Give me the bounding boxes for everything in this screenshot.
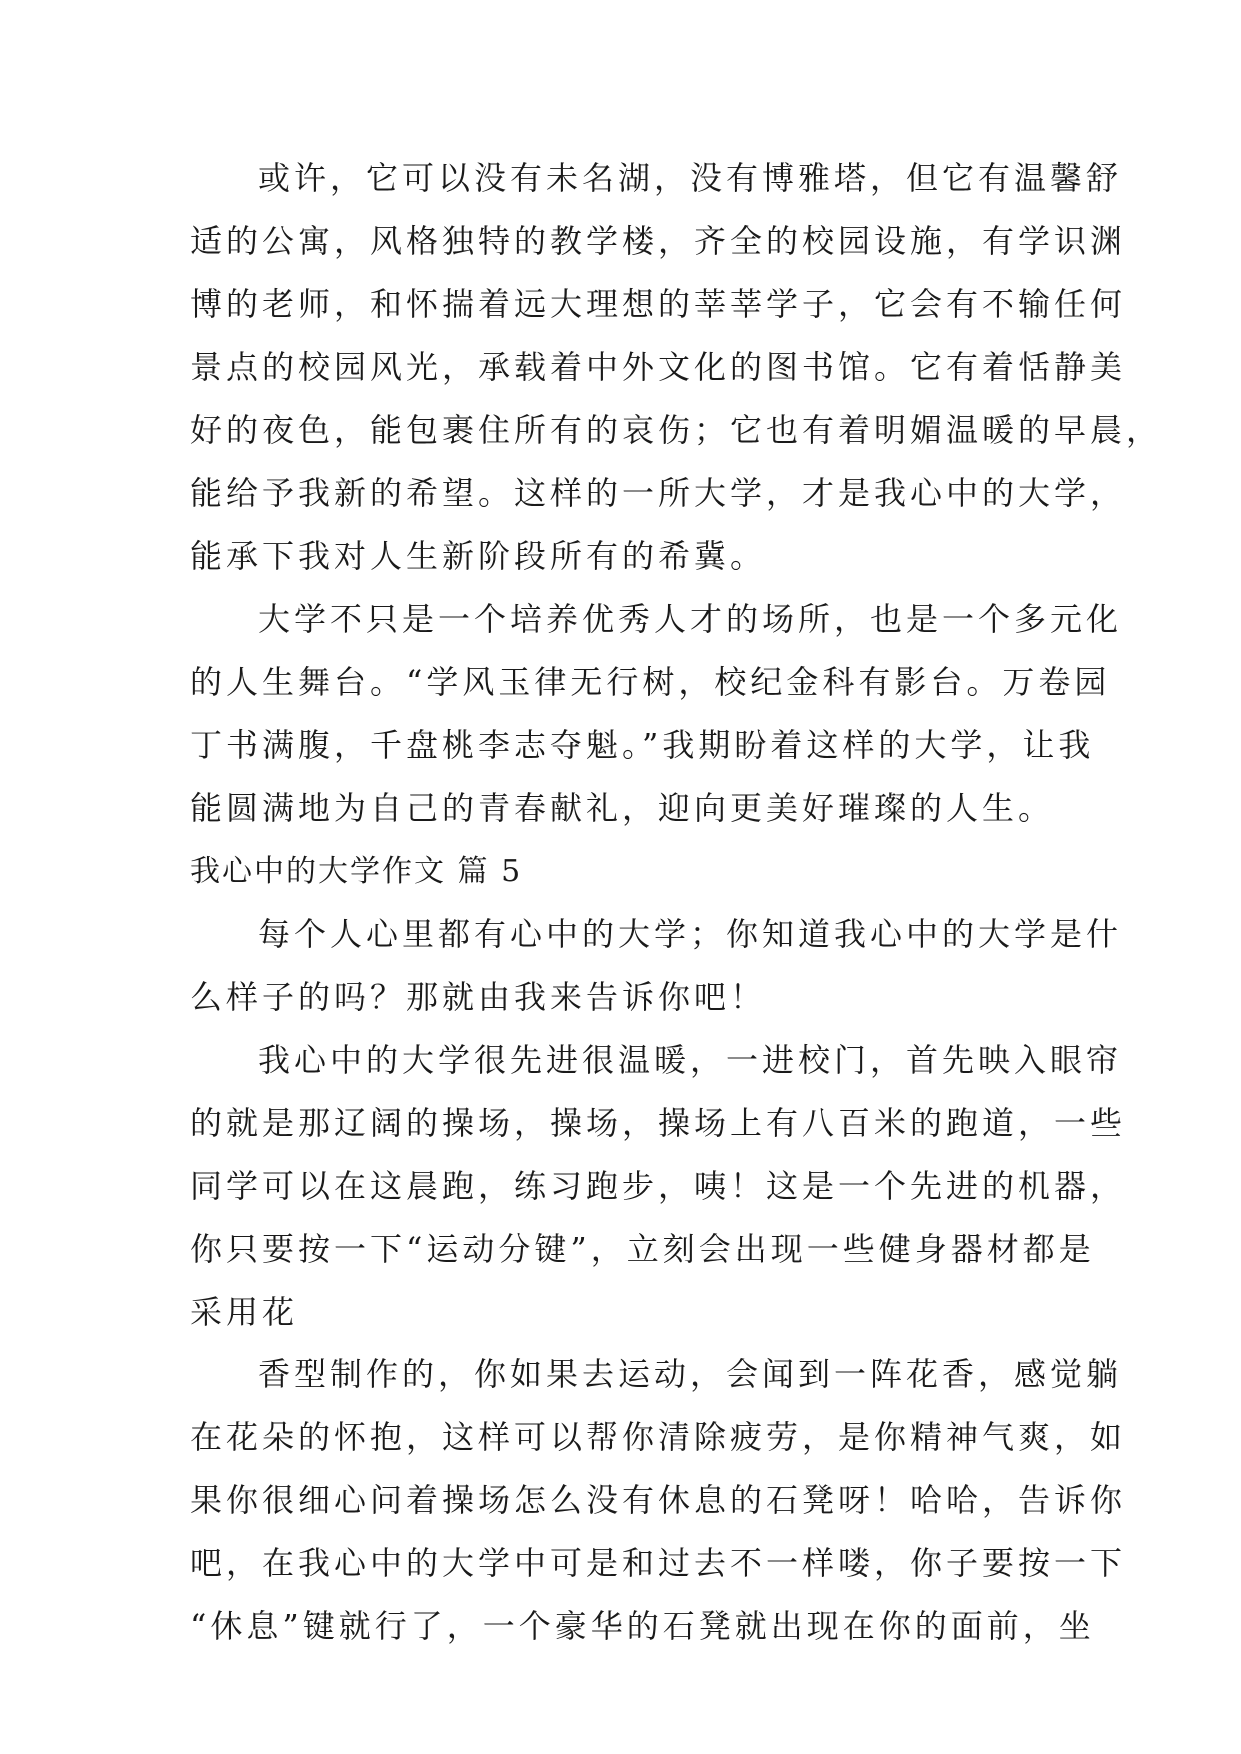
text-line: 能给予我新的希望。这样的一所大学，才是我心中的大学， xyxy=(190,474,1127,512)
text-line: 你只要按一下“运动分键”，立刻会出现一些健身器材都是 xyxy=(190,1230,1095,1268)
text-line: 博的老师，和怀揣着远大理想的莘莘学子，它会有不输任何 xyxy=(190,285,1127,323)
paragraph-1 xyxy=(190,147,1163,588)
text-line: 采用花 xyxy=(190,1293,299,1331)
text-line: 丁书满腹，千盘桃李志夺魁。”我期盼着这样的大学，让我 xyxy=(190,726,1095,764)
section-heading: 我心中的大学作文 篇 5 xyxy=(190,854,523,889)
text-line: 大学不只是一个培养优秀人才的场所，也是一个多元化 xyxy=(258,600,1123,638)
text-line: 在花朵的怀抱，这样可以帮你清除疲劳，是你精神气爽，如 xyxy=(190,1418,1127,1456)
text-line: 的就是那辽阔的操场，操场，操场上有八百米的跑道，一些 xyxy=(190,1104,1127,1142)
text-line: 同学可以在这晨跑，练习跑步，咦！这是一个先进的机器， xyxy=(190,1167,1127,1205)
paragraph-5 xyxy=(190,1343,1127,1658)
text-line: 果你很细心问着操场怎么没有休息的石凳呀！哈哈，告诉你 xyxy=(190,1481,1127,1519)
text-line: “休息”键就行了，一个豪华的石凳就出现在你的面前，坐 xyxy=(190,1607,1095,1645)
text-line: 么样子的吗？那就由我来告诉你吧！ xyxy=(190,978,767,1016)
paragraph-3 xyxy=(190,903,1123,1029)
text-line: 我心中的大学很先进很温暖，一进校门，首先映入眼帘 xyxy=(258,1041,1123,1079)
text-line: 或许，它可以没有未名湖，没有博雅塔，但它有温馨舒 xyxy=(258,159,1123,197)
text-line: 能承下我对人生新阶段所有的希冀。 xyxy=(190,537,767,575)
text-line: 的人生舞台。“学风玉律无行树，校纪金科有影台。万卷园 xyxy=(190,663,1111,701)
paragraph-2 xyxy=(190,588,1123,840)
text-line: 吧，在我心中的大学中可是和过去不一样喽，你子要按一下 xyxy=(190,1544,1127,1582)
paragraph-4 xyxy=(190,1029,1127,1344)
text-line: 香型制作的，你如果去运动，会闻到一阵花香，感觉躺 xyxy=(258,1355,1123,1393)
text-line: 好的夜色，能包裹住所有的哀伤；它也有着明媚温暖的早晨， xyxy=(190,411,1163,449)
text-line: 每个人心里都有心中的大学；你知道我心中的大学是什 xyxy=(258,915,1123,953)
text-line: 景点的校园风光，承载着中外文化的图书馆。它有着恬静美 xyxy=(190,348,1127,386)
text-line: 适的公寓，风格独特的教学楼，齐全的校园设施，有学识渊 xyxy=(190,222,1127,260)
text-line: 能圆满地为自己的青春献礼，迎向更美好璀璨的人生。 xyxy=(190,789,1055,827)
